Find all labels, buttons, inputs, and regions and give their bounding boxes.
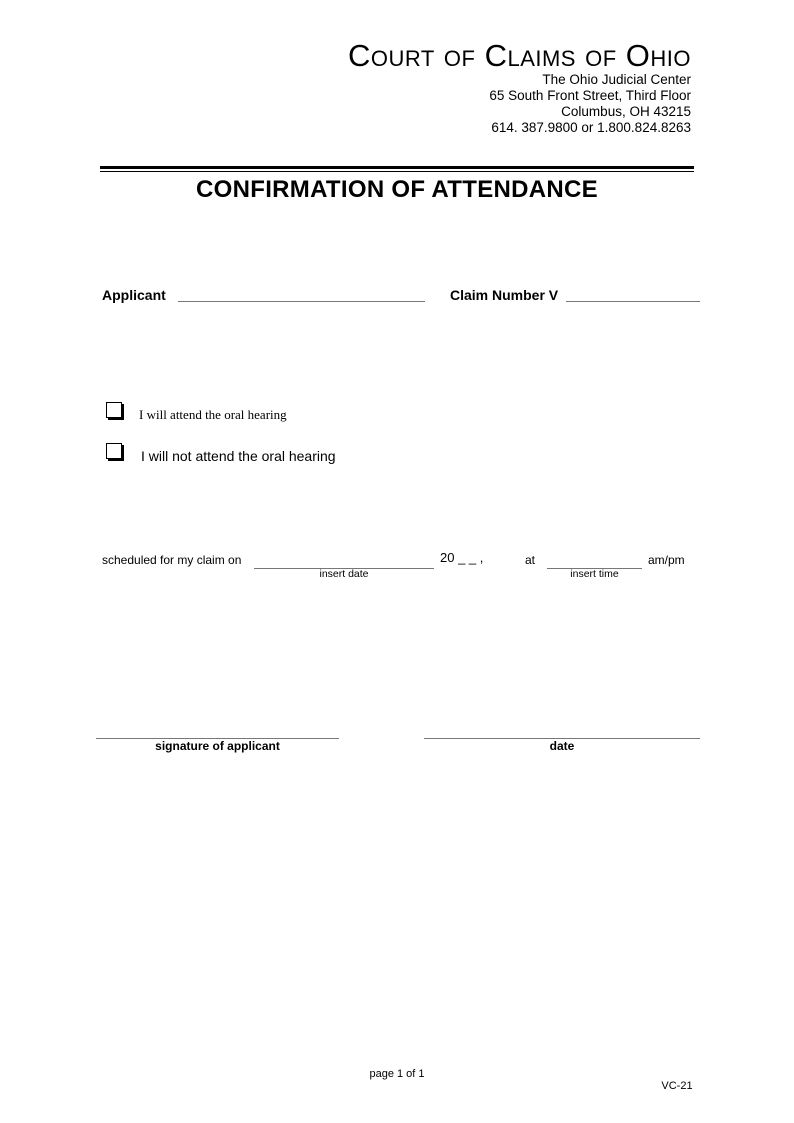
applicant-field[interactable] [178,301,425,302]
not-attend-option-label: I will not attend the oral hearing [141,448,336,464]
date-label: date [549,739,575,753]
attend-option-label: I will attend the oral hearing [139,407,287,422]
header-divider-thin [100,171,694,172]
attend-checkbox[interactable] [106,402,122,418]
form-code: VC-21 [661,1080,693,1092]
at-label: at [525,553,536,567]
not-attend-checkbox[interactable] [106,443,122,459]
address-line-1: The Ohio Judicial Center [542,72,691,87]
claim-number-field[interactable] [566,301,700,302]
phone-numbers: 614. 387.9800 or 1.800.824.8263 [491,120,691,135]
signature-label: signature of applicant [155,739,280,753]
form-title: CONFIRMATION OF ATTENDANCE [196,176,598,203]
insert-time-hint: insert time [570,568,619,580]
address-line-3: Columbus, OH 43215 [561,104,691,119]
claim-number-label: Claim Number V [450,287,559,303]
insert-date-hint: insert date [319,568,369,580]
ampm-label: am/pm [648,553,685,567]
header-divider-thick [100,166,694,169]
address-line-2: 65 South Front Street, Third Floor [489,88,691,103]
scheduled-label: scheduled for my claim on [102,553,242,567]
applicant-label: Applicant [102,287,166,303]
year-field[interactable]: 20 _ _ , [440,550,484,565]
page-number: page 1 of 1 [369,1068,425,1080]
court-name: Court of Claims of Ohio [347,38,691,73]
